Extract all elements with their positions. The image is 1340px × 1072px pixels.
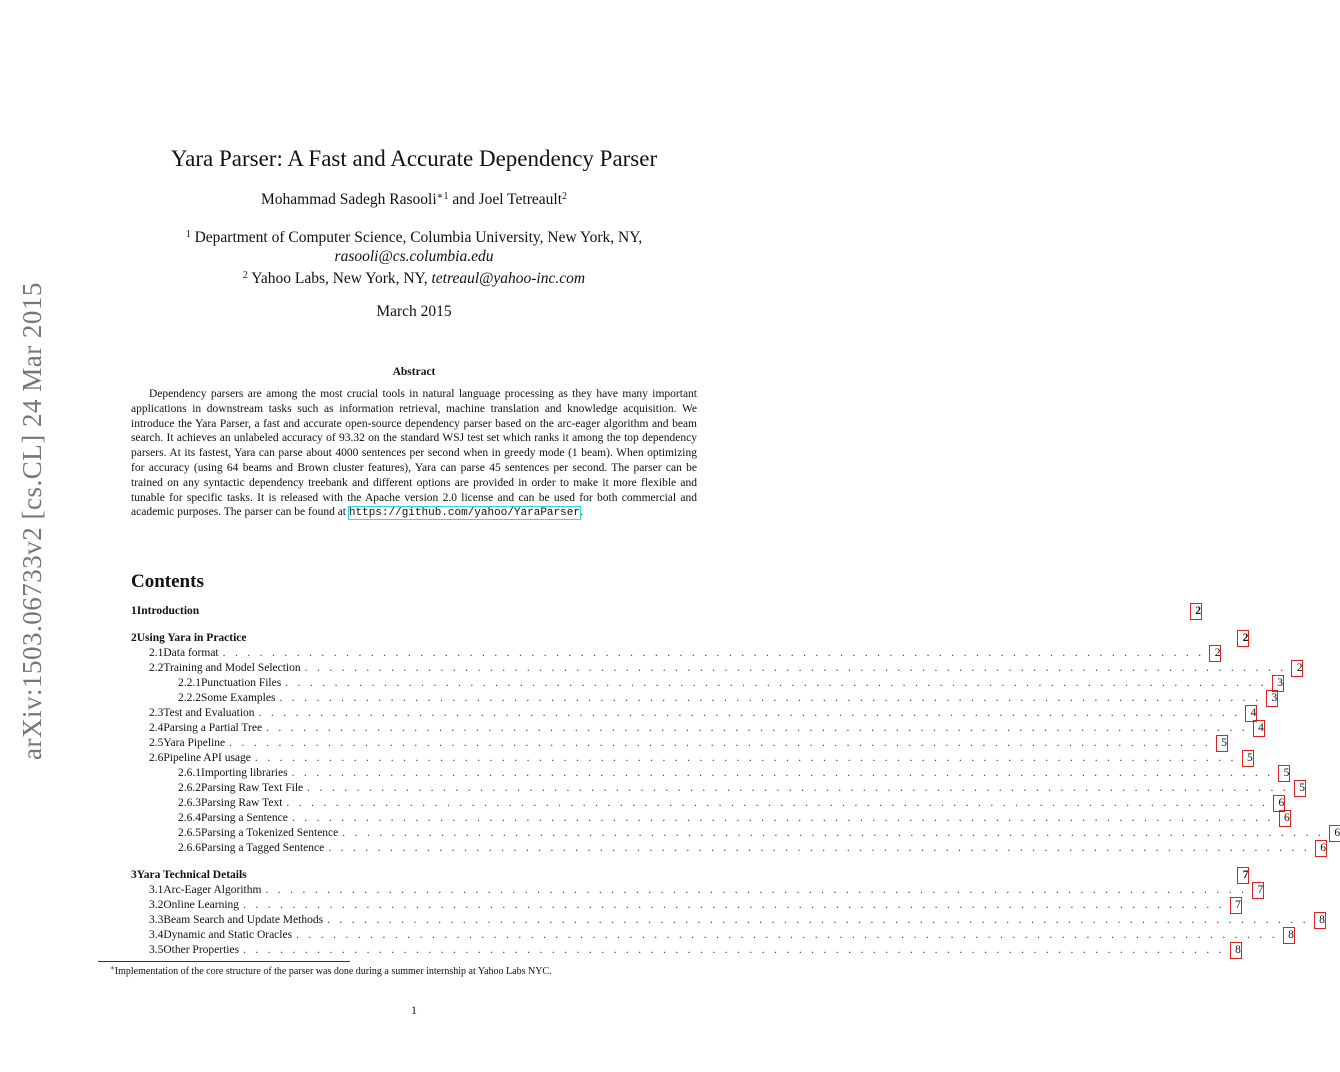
toc-number: 3.2 (149, 899, 164, 911)
toc-leader: . . . . . . . . . . . . . . . . . . . . . . . . . . . . . . . . . . . . . . . . . . . . . . . . . . . . . . . . . . . . . . . . . . . . . . . . . . . . . . . . (285, 677, 1268, 689)
toc-page-link[interactable]: 2 (1292, 661, 1302, 676)
toc-entry[interactable] (131, 913, 1325, 928)
toc-leader: . . . . . . . . . . . . . . . . . . . . . . . . . . . . . . . . . . . . . . . . . . . . . . . . . . . . . . . . . . . . . . . . . . . . . . . . . . . . . . . . (265, 884, 1248, 896)
toc-number: 2.3 (149, 707, 164, 719)
toc-page-link[interactable]: 8 (1231, 943, 1241, 958)
toc-entry[interactable] (131, 826, 1340, 841)
toc-entry[interactable] (131, 631, 1249, 646)
toc-entry[interactable] (131, 751, 1253, 766)
toc-entry[interactable] (131, 811, 1290, 826)
affiliation-2-text: Yahoo Labs, New York, NY, (247, 270, 432, 287)
affiliation-2-mark: 2 (242, 270, 248, 281)
toc-entry[interactable] (131, 841, 1327, 856)
paper-date: March 2015 (376, 303, 452, 320)
toc-title: Test and Evaluation (163, 707, 255, 719)
toc-entry[interactable] (131, 736, 1227, 751)
github-link[interactable]: https://github.com/yahoo/YaraParser (348, 507, 580, 520)
toc-number: 2.2 (149, 662, 164, 674)
toc-number: 2.4 (149, 722, 164, 734)
arxiv-identifier: arXiv:1503.06733v2 [cs.CL] 24 Mar 2015 (17, 282, 47, 760)
author-1: Mohammad Sadegh Rasooli (260, 191, 437, 208)
toc-number: 2.6 (149, 752, 164, 764)
toc-page-link[interactable]: 8 (1284, 928, 1294, 943)
toc-page-link[interactable]: 6 (1330, 826, 1340, 841)
affiliation-1-email: rasooli@cs.columbia.edu (334, 248, 494, 265)
toc-number: 3.1 (149, 884, 164, 896)
toc-number: 3 (131, 869, 137, 881)
toc-page-link[interactable]: 6 (1280, 811, 1290, 826)
toc-number: 2.2.1 (178, 677, 201, 689)
toc-number: 2.5 (149, 737, 164, 749)
toc-leader: . . . . . . . . . . . . . . . . . . . . . . . . . . . . . . . . . . . . . . . . . . . . . . . . . . . . . . . . . . . . . . . . . . . . . . . . . . . . . . . . (291, 767, 1274, 779)
toc-title: Online Learning (163, 899, 240, 911)
toc-page-link[interactable]: 5 (1279, 766, 1289, 781)
toc-leader: . . . . . . . . . . . . . . . . . . . . . . . . . . . . . . . . . . . . . . . . . . . . . . . . . . . . . . . . . . . . . . . . . . . . . . . . . . . . . . . . (286, 797, 1269, 809)
toc-number: 3.4 (149, 929, 164, 941)
toc-leader: . . . . . . . . . . . . . . . . . . . . . . . . . . . . . . . . . . . . . . . . . . . . . . . . . . . . . . . . . . . . . . . . . . . . . . . . . . . . . . . . (258, 707, 1241, 719)
toc-title: Beam Search and Update Methods (163, 914, 324, 926)
toc-number: 1 (131, 605, 137, 617)
author-2: Joel Tetreault (478, 191, 562, 208)
toc-page-link[interactable]: 4 (1246, 706, 1256, 721)
toc-page-link[interactable]: 3 (1267, 691, 1277, 706)
author-conjunction: and (448, 191, 479, 208)
affiliations (131, 225, 697, 288)
toc-entry[interactable] (131, 943, 1241, 958)
toc-page-link[interactable]: 6 (1316, 841, 1326, 856)
toc-title: Using Yara in Practice (136, 632, 247, 644)
abstract-heading: Abstract (392, 366, 436, 378)
toc-title: Arc-Eager Algorithm (163, 884, 262, 896)
footnote-text: Implementation of the core structure of the parser was done during a summer internship at Yahoo Labs NYC. (114, 966, 552, 977)
toc-title: Parsing a Tagged Sentence (201, 842, 325, 854)
toc-title: Training and Model Selection (163, 662, 301, 674)
toc-title: Yara Pipeline (163, 737, 226, 749)
toc-entry[interactable] (131, 691, 1278, 706)
toc-entry[interactable] (131, 661, 1303, 676)
toc-number: 2.6.5 (178, 827, 201, 839)
toc-number: 3.3 (149, 914, 164, 926)
toc-page-link[interactable]: 7 (1238, 868, 1248, 883)
contents-heading: Contents (131, 571, 204, 592)
toc-entry[interactable] (131, 928, 1294, 943)
affiliation-1 (131, 225, 697, 247)
toc-leader: . . . . . . . . . . . . . . . . . . . . . . . . . . . . . . . . . . . . . . . . . . . . . . . . . . . . . . . . . . . . . . . . . . . . . . . . . . . . . . . . (296, 929, 1278, 941)
toc-page-link[interactable]: 2 (1210, 646, 1220, 661)
toc-title: Some Examples (201, 692, 276, 704)
toc-page-link[interactable]: 8 (1315, 913, 1325, 928)
footnote (110, 964, 552, 977)
toc-leader: . . . . . . . . . . . . . . . . . . . . . . . . . . . . . . . . . . . . . . . . . . . . . . . . . . . . . . . . . . . . . . . . . . . . . . . . . . . . . . . . (328, 842, 1311, 854)
page-number: 1 (411, 1003, 417, 1017)
toc-page-link[interactable]: 2 (1191, 604, 1201, 619)
toc-leader: . . . . . . . . . . . . . . . . . . . . . . . . . . . . . . . . . . . . . . . . . . . . . . . . . . . . . . . . . . . . . . . . . . . . . . . . . . . . . . . . (307, 782, 1289, 794)
author-line (131, 191, 697, 209)
toc-number: 2.6.4 (178, 812, 201, 824)
toc-title: Parsing a Tokenized Sentence (201, 827, 339, 839)
toc-title: Punctuation Files (201, 677, 282, 689)
toc-leader: . . . . . . . . . . . . . . . . . . . . . . . . . . . . . . . . . . . . . . . . . . . . . . . . . . . . . . . . . . . . . . . . . . . . . . . . . . . . . . . . (304, 662, 1287, 674)
toc-entry[interactable] (131, 766, 1290, 781)
toc-title: Parsing a Sentence (201, 812, 288, 824)
affiliation-1-mark: 1 (185, 229, 191, 240)
paper-title: Yara Parser: A Fast and Accurate Dependency Parser (170, 146, 658, 171)
toc-title: Importing libraries (201, 767, 288, 779)
toc-title: Introduction (136, 605, 200, 617)
abstract-body (131, 387, 697, 521)
toc-number: 2.6.1 (178, 767, 201, 779)
toc-title: Parsing Raw Text File (201, 782, 304, 794)
toc-number: 2.6.3 (178, 797, 201, 809)
toc-page-link[interactable]: 2 (1238, 631, 1248, 646)
affiliation-2 (131, 266, 697, 288)
author-1-mark: ∗1 (436, 191, 449, 202)
toc-title: Dynamic and Static Oracles (163, 929, 293, 941)
toc-leader: . . . . . . . . . . . . . . . . . . . . . . . . . . . . . . . . . . . . . . . . . . . . . . . . . . . . . . . . . . . . . . . . . . . . . . . . . . . . . . . . (266, 722, 1248, 734)
toc-page-link[interactable]: 7 (1231, 898, 1241, 913)
abstract-end: . (579, 506, 583, 519)
toc-leader: . . . . . . . . . . . . . . . . . . . . . . . . . . . . . . . . . . . . . . . . . . . . . . . . . . . . . . . . . . . . . . . . . . . . . . . . . . . . . . . . (254, 752, 1237, 764)
affiliation-1-text: Department of Computer Science, Columbia University, New York, NY, (190, 229, 643, 246)
toc-entry[interactable] (131, 868, 1249, 883)
toc-entry[interactable] (131, 796, 1285, 811)
toc-page-link[interactable]: 6 (1274, 796, 1284, 811)
toc-title: Parsing Raw Text (201, 797, 283, 809)
author-2-mark: 2 (562, 191, 567, 202)
toc-page-link[interactable]: 7 (1253, 883, 1263, 898)
toc-entry[interactable] (131, 781, 1305, 796)
toc-leader: . . . . . . . . . . . . . . . . . . . . . . . . . . . . . . . . . . . . . . . . . . . . . . . . . . . . . . . . . . . . . . . . . . . . . . . . . . . . . . . . (243, 899, 1225, 911)
toc-page-link[interactable]: 5 (1243, 751, 1253, 766)
toc-number: 2 (131, 632, 137, 644)
toc-page-link[interactable]: 5 (1217, 736, 1227, 751)
toc-entry[interactable] (131, 676, 1284, 691)
toc-entry[interactable] (131, 883, 1264, 898)
footnote-mark: ∗ (110, 964, 115, 972)
abstract-text: Dependency parsers are among the most crucial tools in natural language processing as they have many important applications in downstream tasks such as information retrieval, machine translation and knowledge acquisition. We introduce the Yara Parser, a fast and accurate open-source dependency parser based on the arc-eager algorithm and beam search. It achieves an unlabeled accuracy of 93.32 on the standard WSJ test set which ranks it among the top dependency parsers. At its fastest, Yara can parse about 4000 sentences per second when in greedy mode (1 beam). When optimizing for accuracy (using 64 beams and Brown cluster features), Yara can parse 45 sentences per second. The parser can be trained on any syntactic dependency treebank and different options are provided in order to make it more flexible and tunable for specific tasks. It is released with the Apache version 2.0 license and can be used for both commercial and academic purposes. The parser can be found at (131, 388, 697, 519)
toc-title: Pipeline API usage (163, 752, 251, 764)
toc-number: 2.6.2 (178, 782, 201, 794)
toc-number: 2.6.6 (178, 842, 201, 854)
toc-page-link[interactable]: 4 (1254, 721, 1264, 736)
toc-entry[interactable] (131, 604, 1201, 619)
toc-leader: . . . . . . . . . . . . . . . . . . . . . . . . . . . . . . . . . . . . . . . . . . . . . . . . . . . . . . . . . . . . . . . . . . . . . . . . . . . . . . . . (243, 944, 1225, 956)
toc-number: 2.1 (149, 647, 164, 659)
toc-page-link[interactable]: 5 (1295, 781, 1305, 796)
toc-page-link[interactable]: 3 (1273, 676, 1283, 691)
toc-title: Other Properties (163, 944, 240, 956)
toc-leader: . . . . . . . . . . . . . . . . . . . . . . . . . . . . . . . . . . . . . . . . . . . . . . . . . . . . . . . . . . . . . . . . . . . . . . . . . . . . . . . . (279, 692, 1262, 704)
toc-entry[interactable] (131, 646, 1221, 661)
toc-leader: . . . . . . . . . . . . . . . . . . . . . . . . . . . . . . . . . . . . . . . . . . . . . . . . . . . . . . . . . . . . . . . . . . . . . . . . . . . . . . . . (327, 914, 1309, 926)
footnote-rule (98, 961, 350, 962)
toc-entry[interactable] (131, 721, 1264, 736)
toc-entry[interactable] (131, 898, 1241, 913)
toc-title: Data format (163, 647, 219, 659)
toc-number: 2.2.2 (178, 692, 201, 704)
toc-leader: . . . . . . . . . . . . . . . . . . . . . . . . . . . . . . . . . . . . . . . . . . . . . . . . . . . . . . . . . . . . . . . . . . . . . . . . . . . . . . . . (342, 827, 1325, 839)
toc-title: Yara Technical Details (136, 869, 247, 881)
toc-number: 3.5 (149, 944, 164, 956)
toc-leader: . . . . . . . . . . . . . . . . . . . . . . . . . . . . . . . . . . . . . . . . . . . . . . . . . . . . . . . . . . . . . . . . . . . . . . . . . . . . . . . . (291, 812, 1274, 824)
toc-leader: . . . . . . . . . . . . . . . . . . . . . . . . . . . . . . . . . . . . . . . . . . . . . . . . . . . . . . . . . . . . . . . . . . . . . . . . . . . . . . . . (222, 647, 1205, 659)
toc-leader: . . . . . . . . . . . . . . . . . . . . . . . . . . . . . . . . . . . . . . . . . . . . . . . . . . . . . . . . . . . . . . . . . . . . . . . . . . . . . . . . (229, 737, 1211, 749)
affiliation-2-email: tetreaul@yahoo-inc.com (431, 270, 586, 287)
toc-entry[interactable] (131, 706, 1257, 721)
toc-title: Parsing a Partial Tree (163, 722, 263, 734)
